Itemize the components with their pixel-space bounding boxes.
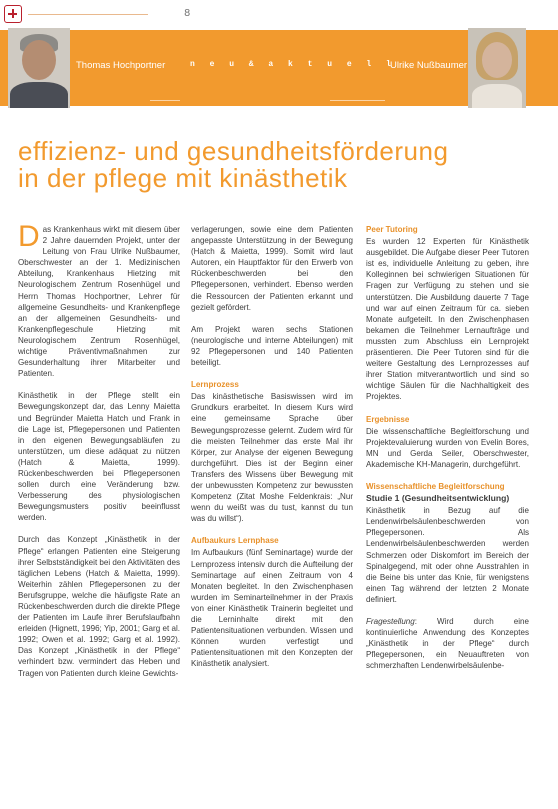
hospital-cross-logo-icon	[4, 5, 22, 23]
paragraph: Das kinästhetische Basiswissen wird im Grundkurs erarbeitet. In diesem Kurs wird eine gemeinsame Sprache über Bewegungsprozesse gelernt. Zudem wird für die meisten Teilnehmer das erste Mal ihr Körper, zur Analyse der eigenen Bewegung durchgeführt. Dies ist der Beginn einer Transfers des Wissens über Bewegung mit der unbewussten Kompetenz zur bewussten Kompetenz (Zitat Moshe Feldenkrais: „Nur wenn du weißt was du tust, kannst du tun was du willst“).	[191, 392, 353, 524]
text-column-1	[18, 220, 180, 679]
drop-cap: D	[18, 220, 40, 253]
paragraph: Das Krankenhaus wirkt mit diesem über 2 Jahre dauernden Projekt, unter der Leitung von Frau Ulrike Nußbaumer, Oberschwester an der 1. Medizinischen Abteilung, Krankenhaus Hietzing mit Neurologischem Zentrum Rosenhügel und Herrn Thomas Hochportner, Lehrer für allgemeine Gesundheits- und Krankenpflege an der allgemeinen Gesundheits- und Krankenpflegeschule Hietzing mit Neurologischem Zentrum Rosenhügel, wichtige Präventivmaßnahmen zur Gesunderhaltung ihrer Mitarbeiter und Patienten.	[18, 220, 180, 379]
title-line-1: effizienz- und gesundheitsförderung	[18, 136, 449, 166]
paragraph: Am Projekt waren sechs Stationen (neurologische und interne Abteilungen) mit 92 Pflegepersonen und 140 Patienten beteiligt.	[191, 324, 353, 368]
subheading-peer-tutoring: Peer Tutoring	[366, 225, 418, 234]
section-label: n e u & a k t u e l l	[190, 60, 396, 69]
author-photo-left	[8, 28, 70, 108]
label-fragestellung: Fragestellung	[366, 617, 415, 626]
paragraph: Kinästhetik in Bezug auf die Lendenwirbelsäulenbeschwerden von Pflegepersonen. Als Lendenwirbelsäulenbeschwerden werden Schmerzen oder Diskomfort im Bereich der Spinalgegend, mit oder ohne Ausstrahlen in die Beine bis unter das Knie, für wenigstens einen Tag während der letzten 2 Monate definiert.	[366, 506, 529, 604]
subheading-ergebnisse: Ergebnisse	[366, 414, 410, 424]
top-rule	[28, 14, 148, 15]
paragraph: Fragestellung: Wird durch eine kontinuierliche Anwendung des Konzeptes „Kinästhetik in der Pflege“ durch Pflegepersonen, ein Neuauftreten von schmerzhaften Lendenwirbelsäulenbe-	[366, 617, 529, 671]
subheading-aufbaukurs: Aufbaukurs Lernphase	[191, 536, 279, 546]
band-rule-right	[330, 100, 385, 101]
author-name-left: Thomas Hochportner	[76, 60, 166, 71]
paragraph: verlagerungen, sowie eine dem Patienten angepasste Unterstützung in der Bewegung (Hatch & Maietta, 1999). Somit wird laut Autoren, ein Hauptfaktor für den Erwerb von Rückenbeschwerden bei den Pflegepersonen, verhindert. Ebenso werden die Ressourcen der Patienten erkannt und gezielt gefördert.	[191, 225, 353, 312]
article-title	[18, 138, 548, 192]
top-bar	[0, 0, 558, 30]
title-line-2: in der pflege mit kinästhetik	[18, 163, 348, 193]
page-number: 8	[184, 8, 191, 19]
text-column-3	[366, 224, 529, 671]
band-rule-left	[150, 100, 180, 101]
author-photo-right	[468, 28, 526, 108]
subheading-lernprozess: Lernprozess	[191, 380, 239, 390]
subheading-begleitforschung: Wissenschaftliche Begleitforschung	[366, 481, 505, 491]
paragraph: Die wissenschaftliche Begleitforschung und Projektevaluierung wurden von Evelin Bores, MN und Gerda Seiler, Oberschwester, Akademische KH-Managerin, durchgeführt.	[366, 426, 529, 469]
paragraph: Kinästhetik in der Pflege stellt ein Bewegungskonzept dar, das Lenny Maietta und Begründer Maietta Hatch und Frank in die Lage ist, Pflegepersonen und Patienten in den eigenen Bewegungsabläufen zu unterstützen, um diese adäquat zu nützen (Hatch & Maietta, 1999). Rückenbeschwerden bei Pflegepersonen sollen durch eine Veränderung bzw. Verbesserung des physiologischen Bewegungsmusters positiv beeinflusst werden.	[18, 391, 180, 523]
paragraph: Im Aufbaukurs (fünf Seminartage) wurde der Lernprozess intensiv durch die Aufteilung der Seminartage auf einen Zeitraum von 4 Monaten begleitet. In den Zwischenphasen wurden im Seminarteilnehmer in der Praxis von einer Kinästhetik Trainerin begleitet und die Lerninhalte direkt mit den Patientensituationen verbunden. Wissen und Können wurden verfestigt und Patientensituationen mit den Konzepten der Kinästhetik analysiert.	[191, 548, 353, 669]
subheading-studie-1: Studie 1 (Gesundheitsentwicklung)	[366, 493, 510, 504]
text-column-2	[191, 224, 353, 669]
paragraph: Es wurden 12 Experten für Kinästhetik ausgebildet. Die Aufgabe dieser Peer Tutoren ist es, individuelle Anleitung zu geben, ihre Kolleginnen bei schwierigen Situationen für Fragen zur Verfügung zu stehen und sie unterstützen. Die Ausbildung dauerte 7 Tage und war auf einen Zeitraum für ca. sieben Monate aufgeteilt. In den Zwischenphasen bekamen die Teilnehmer Lernaufträge und mussten zum Abschluss ein Lernprojekt präsentieren. Die Peer Tutoren sind für die weitere Gestaltung des Lernprozesses auf ihrer Station mitverantwortlich und sind so wichtige Säulen für die Nachhaltigkeit des Projektes.	[366, 237, 529, 402]
author-name-right: Ulrike Nußbaumer	[390, 60, 468, 71]
paragraph: Durch das Konzept „Kinästhetik in der Pflege“ erlangen Patienten eine Steigerung ihrer Selbstständigkeit bei den Aktivitäten des täglichen Lebens (Hatch & Maietta, 1999). Weiterhin zählen Pflegepersonen zu der Berufsgruppe, welche die häufigste Rate an Rückenbeschwerden durch die direkte Pflege der Patienten im Laufe ihrer Berufslaufbahn erleiden (Hignett, 1996; Yip, 2001; Garg et al. 1992; Owen et al. 1992; Garg et al. 1992). Das Konzept „Kinästhetik in der Pflege“ verhindert bzw. vermindert das Heben und Tragen von Patienten durch kleine Gewichts-	[18, 535, 180, 678]
